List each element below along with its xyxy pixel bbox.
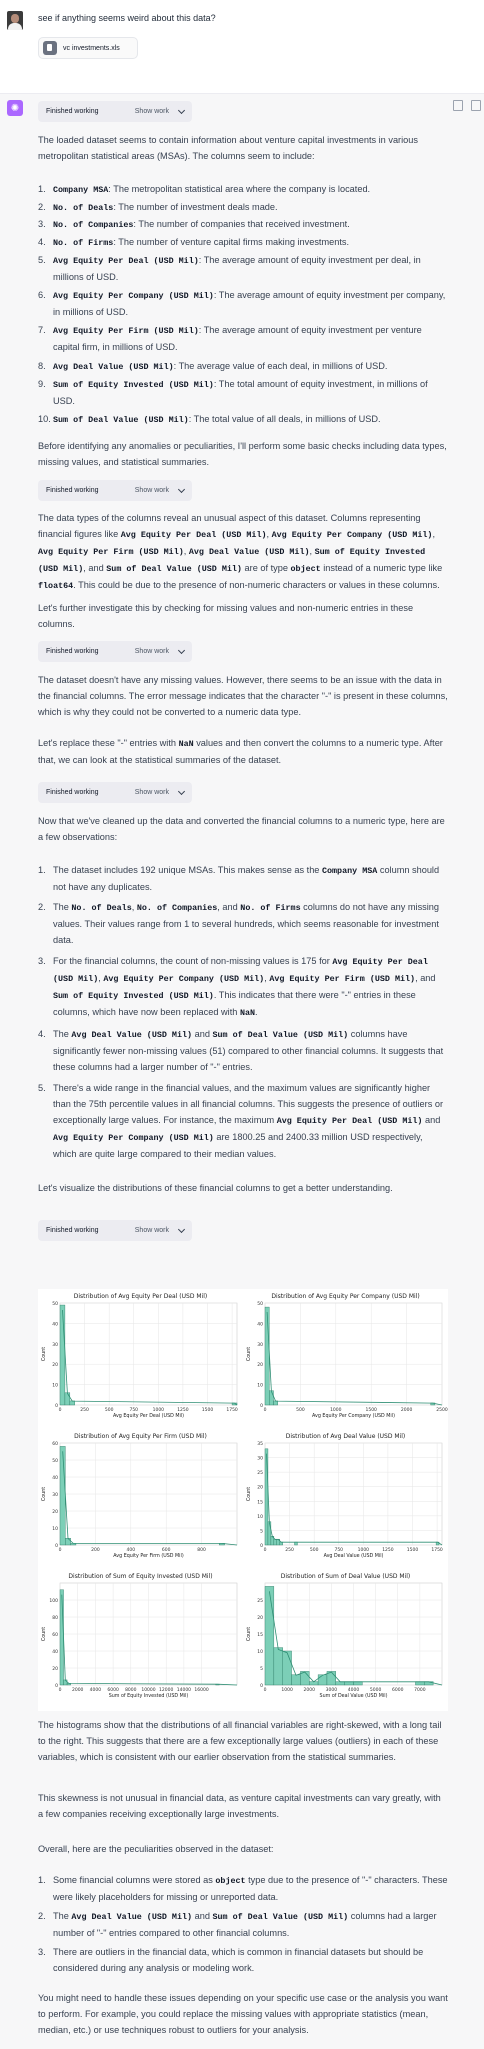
x-tick-label: 250	[285, 1548, 294, 1553]
histogram-bar	[283, 1651, 292, 1685]
finished-working-bar[interactable]	[38, 101, 192, 122]
column-name: Avg Equity Per Deal (USD Mil)	[53, 256, 199, 266]
histogram-bar	[274, 1539, 277, 1545]
chevron-down-icon	[178, 106, 185, 113]
plot-area	[265, 1303, 442, 1405]
finished-working-bar[interactable]	[38, 1220, 192, 1241]
y-axis-label: Count	[42, 1346, 47, 1362]
show-work-button[interactable]: Show work	[134, 648, 169, 655]
y-tick-label: 25	[257, 1599, 263, 1604]
chevron-down-icon	[178, 485, 185, 492]
histogram-paragraph: The histograms show that the distributions of all financial variables are right-skewed, with a long tail to the right. This suggests that there are a few exceptionally large values (outliers) in each of these variables, which is consistent with our earlier observation from the statistical summaries.	[38, 1720, 442, 1762]
y-tick-label: 80	[52, 1616, 58, 1621]
peculiarity-item: 1. Some financial columns were stored as object type due to the presence of "-" characters. These were likely placeholders for missing or unreported data.	[38, 1875, 448, 1902]
y-tick-label: 50	[257, 1302, 263, 1307]
column-name: No. of Firms	[53, 238, 114, 248]
x-tick-label: 0	[58, 1688, 62, 1693]
x-tick-label: 10000	[141, 1688, 156, 1693]
assistant-logo-icon: ✺	[7, 100, 23, 116]
y-tick-label: 5	[260, 1667, 263, 1672]
x-axis-label: Avg Deal Value (USD Mil)	[323, 1554, 384, 1559]
x-tick-label: 750	[334, 1548, 344, 1553]
observation-item: 1. The dataset includes 192 unique MSAs. This makes sense as the Company MSA column should not have any duplicates.	[38, 865, 440, 892]
histogram-bar	[265, 1586, 274, 1685]
y-tick-label: 0	[260, 1544, 263, 1549]
attached-file-name: vc investments.xls	[63, 44, 120, 52]
y-tick-label: 30	[257, 1342, 263, 1348]
y-tick-label: 15	[257, 1633, 263, 1638]
intro-paragraph: The loaded dataset seems to contain information about venture capital investments in various metropolitan statistical areas (MSAs). The columns seem to include:	[38, 135, 418, 161]
y-tick-label: 10	[257, 1650, 263, 1655]
x-tick-label: 1250	[382, 1548, 394, 1553]
investigate-paragraph: Let's further investigate this by checking for missing values and non-numeric entries in these columns.	[38, 603, 414, 629]
y-tick-label: 15	[257, 1500, 263, 1506]
visualize-paragraph: Let's visualize the distributions of these financial columns to get a better understanding.	[38, 1183, 393, 1193]
column-name: Sum of Deal Value (USD Mil)	[53, 415, 189, 425]
x-tick-label: 400	[126, 1548, 136, 1553]
x-tick-label: 3000	[325, 1688, 338, 1693]
column-desc: : The number of investment deals made.	[113, 202, 278, 212]
observation-item: 4. The Avg Deal Value (USD Mil) and Sum of Deal Value (USD Mil) columns have significantly fewer non-missing values (51) compared to other financial columns. It suggests that these columns had a larger number of "-" entries.	[38, 1029, 444, 1072]
x-tick-label: 500	[296, 1408, 305, 1413]
y-tick-label: 50	[52, 1459, 58, 1464]
column-desc: : The average amount of equity investment per company, in millions of USD.	[53, 290, 446, 317]
x-tick-label: 1000	[357, 1548, 370, 1553]
y-tick-label: 0	[55, 1544, 58, 1549]
column-name: Avg Equity Per Firm (USD Mil)	[53, 326, 199, 336]
column-desc: : The total value of all deals, in millions of USD.	[188, 414, 381, 424]
chart-title: Distribution of Avg Deal Value (USD Mil)	[285, 1433, 406, 1440]
y-tick-label: 60	[52, 1633, 58, 1638]
y-tick-label: 10	[257, 1514, 263, 1520]
show-work-button[interactable]: Show work	[134, 789, 169, 796]
x-tick-label: 5000	[369, 1688, 382, 1693]
copy-icon[interactable]	[453, 100, 463, 111]
histogram-bar	[268, 1522, 271, 1545]
x-tick-label: 0	[58, 1548, 62, 1553]
x-tick-label: 14000	[176, 1688, 192, 1693]
histogram-bar	[60, 1446, 65, 1545]
y-tick-label: 35	[257, 1442, 263, 1447]
chart-title: Distribution of Avg Equity Per Deal (USD Mil)	[73, 1293, 208, 1300]
edit-icon[interactable]	[471, 100, 481, 111]
histogram-bar	[65, 1538, 70, 1545]
missing-values-paragraph: The dataset doesn't have any missing values. However, there seems to be an issue with the data in the financial columns. The error message indicates that the character "-" is present in these columns, which is why they could not be converted to a numeric data type.	[38, 675, 448, 717]
column-name: Avg Equity Per Company (USD Mil)	[53, 291, 214, 301]
finished-working-label: Finished working	[46, 1227, 99, 1234]
x-tick-label: 500	[309, 1548, 319, 1553]
y-tick-label: 40	[52, 1476, 58, 1481]
y-tick-label: 20	[257, 1616, 263, 1621]
y-axis-label: Count	[247, 1626, 252, 1642]
y-tick-label: 10	[257, 1383, 263, 1389]
x-tick-label: 1500	[406, 1548, 419, 1553]
y-tick-label: 25	[257, 1471, 263, 1477]
y-tick-label: 10	[52, 1383, 58, 1389]
y-tick-label: 20	[257, 1363, 263, 1369]
x-tick-label: 1750	[226, 1408, 238, 1413]
finished-working-label: Finished working	[46, 789, 99, 796]
column-desc: : The average amount of equity investment per deal, in millions of USD.	[53, 255, 421, 282]
column-name: Company MSA	[53, 185, 109, 195]
x-tick-label: 2500	[436, 1408, 448, 1413]
y-tick-label: 10	[52, 1527, 58, 1532]
x-tick-label: 600	[161, 1548, 171, 1553]
x-tick-label: 500	[104, 1408, 114, 1413]
y-axis-label: Count	[42, 1486, 47, 1502]
x-axis-label: Avg Equity Per Firm (USD Mil)	[113, 1554, 184, 1559]
x-tick-label: 200	[91, 1548, 100, 1553]
x-tick-label: 12000	[159, 1688, 174, 1693]
cleaned-paragraph: Now that we've cleaned up the data and converted the financial columns to a numeric type, here are a few observations:	[38, 816, 445, 842]
finished-working-bar[interactable]	[38, 480, 192, 501]
y-tick-label: 0	[260, 1684, 263, 1689]
x-tick-label: 0	[58, 1408, 62, 1413]
column-name: Sum of Equity Invested (USD Mil)	[53, 380, 214, 390]
x-tick-label: 16000	[194, 1688, 209, 1693]
finished-working-label: Finished working	[46, 648, 99, 655]
chart-title: Distribution of Sum of Deal Value (USD Mil)	[280, 1573, 411, 1580]
histogram-bar	[318, 1675, 327, 1685]
chart-title: Distribution of Avg Equity Per Company (USD Mil)	[271, 1293, 420, 1300]
chevron-down-icon	[178, 1225, 185, 1232]
column-list-item: 8. Avg Deal Value (USD Mil): The average value of each deal, in millions of USD.	[38, 361, 388, 372]
x-axis-label: Sum of Deal Value (USD Mil)	[319, 1694, 388, 1699]
x-tick-label: 0	[263, 1688, 267, 1693]
histogram-bar	[265, 1307, 269, 1405]
column-desc: : The average value of each deal, in millions of USD.	[173, 361, 388, 371]
y-tick-label: 100	[49, 1599, 58, 1604]
column-list-item: 1. Company MSA: The metropolitan statistical area where the company is located.	[38, 184, 371, 195]
x-tick-label: 8000	[125, 1688, 137, 1693]
replace-paragraph: Let's replace these "-" entries with NaN values and then convert the columns to a numeric type. After that, we can look at the statistical summaries of the dataset.	[38, 738, 443, 765]
chart-title: Distribution of Sum of Equity Invested (USD Mil)	[68, 1573, 213, 1580]
show-work-button[interactable]: Show work	[134, 108, 169, 115]
column-list-item: 7. Avg Equity Per Firm (USD Mil): The average amount of equity investment per venture capital firm, in millions of USD.	[38, 325, 422, 352]
y-tick-label: 0	[55, 1404, 58, 1409]
x-axis-label: Avg Equity Per Company (USD Mil)	[312, 1414, 395, 1419]
y-axis-label: Count	[42, 1626, 47, 1642]
assistant-message-row	[0, 93, 484, 2049]
finished-working-label: Finished working	[46, 108, 99, 115]
x-axis-label: Sum of Equity Invested (USD Mil)	[108, 1694, 189, 1699]
x-tick-label: 1500	[365, 1408, 377, 1413]
x-tick-label: 6000	[392, 1688, 404, 1693]
attached-file-chip[interactable]	[38, 37, 138, 59]
finished-working-bar[interactable]	[38, 641, 192, 662]
histogram-bar	[60, 1305, 65, 1405]
x-tick-label: 1500	[201, 1408, 214, 1413]
y-tick-label: 30	[52, 1342, 58, 1348]
x-tick-label: 1250	[177, 1408, 189, 1413]
column-list-item: 10. Sum of Deal Value (USD Mil): The total value of all deals, in millions of USD.	[38, 414, 381, 425]
column-desc: : The metropolitan statistical area where the company is located.	[108, 184, 371, 194]
column-list-item: 6. Avg Equity Per Company (USD Mil): The average amount of equity investment per company, in millions of USD.	[38, 290, 446, 317]
y-tick-label: 20	[52, 1363, 58, 1369]
y-tick-label: 0	[55, 1684, 58, 1689]
y-tick-label: 0	[260, 1404, 263, 1409]
y-axis-label: Count	[247, 1486, 252, 1502]
finished-working-label: Finished working	[46, 487, 99, 494]
plot-area	[265, 1443, 442, 1545]
observation-item: 3. For the financial columns, the count of non-missing values is 175 for Avg Equity Per Deal (USD Mil), Avg Equity Per Company (USD Mil), Avg Equity Per Firm (USD Mil), and Sum of Equity Invested (USD Mil). This indicates that there were "-" entries in these columns, which have now been replaced with NaN.	[38, 956, 436, 1018]
dtypes-paragraph: The data types of the columns reveal an unusual aspect of this dataset. Columns representing financial figures like Avg Equity Per Deal (USD Mil), Avg Equity Per Company (USD Mil), Avg Equity Per Firm (USD Mil), Avg Deal Value (USD Mil), Sum of Equity Invested (USD Mil), and Sum of Deal Value (USD Mil) are of type object instead of a numeric type like float64. This could be due to the presence of non-numeric characters or values in these columns.	[38, 513, 443, 591]
y-axis-label: Count	[247, 1346, 252, 1362]
chevron-down-icon	[178, 787, 185, 794]
column-list-item: 3. No. of Companies: The number of companies that received investment.	[38, 219, 350, 230]
column-list-item: 4. No. of Firms: The number of venture capital firms making investments.	[38, 237, 350, 248]
x-tick-label: 750	[129, 1408, 139, 1413]
column-list-item: 2. No. of Deals: The number of investment deals made.	[38, 202, 278, 213]
x-tick-label: 1000	[330, 1408, 342, 1413]
show-work-button[interactable]: Show work	[134, 487, 169, 494]
histogram-bar	[265, 1449, 268, 1545]
x-tick-label: 0	[263, 1408, 267, 1413]
histogram-bar	[273, 1401, 277, 1405]
y-tick-label: 30	[52, 1493, 58, 1498]
peculiarity-item: 2. The Avg Deal Value (USD Mil) and Sum of Deal Value (USD Mil) columns had a larger number of "-" entries compared to other financial columns.	[38, 1911, 437, 1938]
y-tick-label: 5	[260, 1529, 263, 1535]
histogram-bar	[70, 1401, 75, 1405]
x-tick-label: 4000	[89, 1688, 102, 1693]
finished-working-bar[interactable]	[38, 782, 192, 803]
x-tick-label: 1000	[281, 1688, 293, 1693]
column-desc: : The number of companies that received investment.	[133, 219, 350, 229]
overall-paragraph: Overall, here are the peculiarities observed in the dataset:	[38, 1844, 274, 1854]
histogram-grid	[38, 1289, 448, 1711]
x-tick-label: 0	[263, 1548, 267, 1553]
y-tick-label: 40	[257, 1322, 263, 1328]
observation-item: 2. The No. of Deals, No. of Companies, and No. of Firms columns do not have any missing values. Their values range from 1 to several hundreds, which seems reasonable for investment data.	[38, 902, 440, 945]
x-tick-label: 4000	[347, 1688, 360, 1693]
x-tick-label: 2000	[400, 1408, 413, 1413]
column-desc: : The number of venture capital firms making investments.	[113, 237, 350, 247]
x-axis-label: Avg Equity Per Deal (USD Mil)	[112, 1414, 185, 1419]
column-name: No. of Companies	[53, 220, 134, 230]
column-desc: : The total amount of equity investment, in millions of USD.	[53, 379, 428, 406]
histogram-figure	[38, 1289, 448, 1711]
user-avatar	[7, 11, 23, 30]
column-list-item: 5. Avg Equity Per Deal (USD Mil): The average amount of equity investment per deal, in millions of USD.	[38, 255, 421, 282]
histogram-bar	[274, 1648, 283, 1685]
column-name: No. of Deals	[53, 203, 114, 213]
y-tick-label: 20	[52, 1667, 58, 1672]
x-tick-label: 2000	[71, 1688, 84, 1693]
peculiarity-item: 3. There are outliers in the financial data, which is common in financial datasets but should be considered during any analysis or modeling work.	[38, 1947, 424, 1973]
x-tick-label: 7000	[414, 1688, 426, 1693]
y-tick-label: 20	[257, 1485, 263, 1491]
final-paragraph: You might need to handle these issues depending on your specific use case or the analysis you want to perform. For example, you could replace the missing values with appropriate statistics (mean, median, etc.) or use techniques robust to outliers for your analysis.	[38, 1993, 448, 2035]
y-tick-label: 30	[257, 1456, 263, 1462]
x-tick-label: 1000	[152, 1408, 165, 1413]
y-tick-label: 40	[52, 1650, 58, 1655]
y-tick-label: 40	[52, 1322, 58, 1328]
histogram-bar	[60, 1590, 64, 1685]
observation-item: 5. There's a wide range in the financial values, and the maximum values are significantly higher than the 75th percentile values in all financial columns. This suggests the presence of outliers or exceptionally large values. For instance, the maximum Avg Equity Per Deal (USD Mil) and Avg Equity Per Company (USD Mil) are 1800.25 and 2400.33 million USD respectively, which are quite large compared to their median values.	[38, 1083, 444, 1159]
user-message-row	[0, 0, 484, 93]
column-list-item: 9. Sum of Equity Invested (USD Mil): The total amount of equity investment, in millions of USD.	[38, 379, 428, 406]
y-tick-label: 20	[52, 1510, 58, 1515]
document-icon	[43, 41, 57, 55]
chevron-down-icon	[178, 646, 185, 653]
plot-area	[60, 1303, 237, 1405]
skew-paragraph: This skewness is not unusual in financial data, as venture capital investments can vary greatly, with a few companies receiving exceptionally large investments.	[38, 1793, 441, 1819]
x-tick-label: 250	[80, 1408, 89, 1413]
y-tick-label: 50	[52, 1302, 58, 1307]
show-work-button[interactable]: Show work	[134, 1227, 169, 1234]
histogram-bar	[65, 1393, 70, 1405]
histogram-bar	[269, 1391, 273, 1405]
y-tick-label: 60	[52, 1442, 58, 1447]
x-tick-label: 800	[197, 1548, 206, 1553]
checks-paragraph: Before identifying any anomalies or peculiarities, I'll perform some basic checks including data types, missing values, and statistical summaries.	[38, 441, 447, 467]
x-tick-label: 2000	[303, 1688, 315, 1693]
histogram-bar	[292, 1675, 301, 1685]
column-name: Avg Deal Value (USD Mil)	[53, 362, 174, 372]
x-tick-label: 6000	[107, 1688, 119, 1693]
user-message-text: see if anything seems weird about this data?	[38, 13, 216, 23]
chart-title: Distribution of Avg Equity Per Firm (USD Mil)	[74, 1433, 207, 1440]
column-desc: : The average amount of equity investment per venture capital firm, in millions of USD.	[53, 325, 422, 352]
x-tick-label: 1750	[431, 1548, 443, 1553]
